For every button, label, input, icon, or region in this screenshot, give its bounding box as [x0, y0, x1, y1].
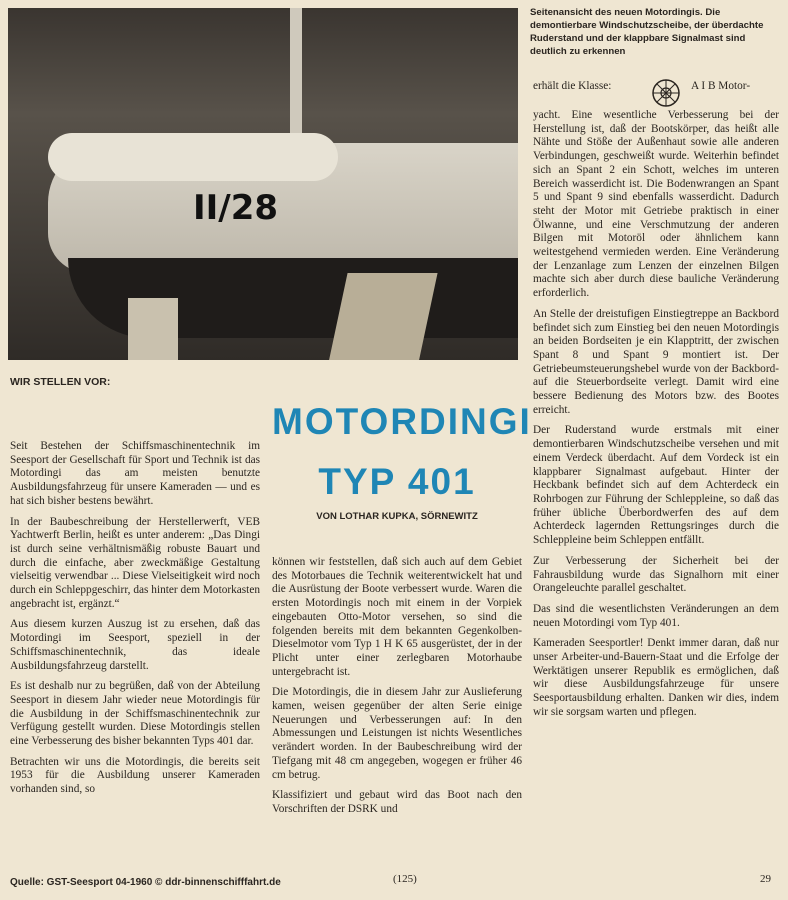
- class-value: A I B Motor-: [691, 80, 751, 92]
- column-1: [10, 440, 260, 804]
- paragraph: Zur Verbesserung der Sicherheit bei der Fahrausbildung wurde das Signalhorn mit einer Orangeleuchte parallel geschaltet.: [533, 554, 779, 595]
- page-number: 29: [760, 873, 771, 885]
- paragraph: können wir feststellen, daß sich auch auf dem Gebiet des Motorbaues die Technik weiterentwickelt hat und die Ausrüstung der Boote verbessert wurde. Waren die ersten Motordingis noch mit einem in der Vorpiek eingebauten Otto-Motor versehen, so sind die folgenden bereits mit dem bekannten Gegenkolben-Dieselmotor vom Typ 1 H K 65 ausgerüstet, der in der Plicht unter einer zerlegbaren Motorhaube untergebracht ist.: [272, 556, 522, 678]
- boat-photo: [8, 8, 518, 360]
- paragraph: yacht. Eine wesentliche Verbesserung bei der Herstellung ist, daß der Bootskörper, das heißt alle Nähte und Stöße der Außenhaut sowie alle anderen Verbindungen, geschweißt wurde. Weiterhin befindet sich an Spant 2 ein Schott, welches im unteren Bereich wasserdicht ist. Die Bodenwrangen an Spant 5 und Spant 9 sind ebenfalls wasserdicht. Dadurch steht der Motor mit Getriebe praktisch in einer Ölwanne, und eine Verschmutzung der anderen Bilgen mit Motoröl oder ähnlichem kann weitestgehend vermieden werden. Eine Veränderung der Lenzanlage zum Lenzen der einzelnen Bilgen machte sich aber durch diese bauliche Veränderung erforderlich.: [533, 109, 779, 300]
- paragraph: An Stelle der dreistufigen Einstiegtreppe an Backbord befindet sich zum Einstieg bei den neuen Motordingis an beiden Bordseiten je ein Klapptritt, der zwischen Spant 8 und Spant 9 montiert ist. Der Getriebeumsteuerungshebel wurde von der Backbord- auf die Steuerbordseite verlegt. Damit wird eine bessere Bedienung des Motors bzw. des Bootes erreicht.: [533, 307, 779, 416]
- paragraph: Betrachten wir uns die Motordingis, die bereits seit 1953 für die Ausbildung unserer Kameraden vorhanden sind, so: [10, 755, 260, 796]
- class-line: [533, 80, 783, 110]
- paragraph: Seit Bestehen der Schiffsmaschinentechnik im Seesport der Gesellschaft für Sport und Technik ist das Motordingi das am meisten benutzte Ausbildungsfahrzeug für unsere Kameraden — und es hat sich bisher bestens bewährt.: [10, 440, 260, 507]
- signal-mast: [290, 8, 302, 148]
- article-title: [272, 392, 532, 512]
- boat-stand-right: [328, 273, 437, 360]
- photo-caption: Seitenansicht des neuen Motordingis. Die demontierbare Windschutzscheibe, der überdachte Ruderstand und der klappbare Signalmast sind deutlich zu erkennen: [530, 7, 764, 57]
- kicker: WIR STELLEN VOR:: [10, 376, 111, 388]
- classification-emblem-icon: [651, 78, 681, 108]
- paragraph: Das sind die wesentlichsten Veränderungen an dem neuen Motordingi vom Typ 401.: [533, 602, 779, 629]
- paragraph: Es ist deshalb nur zu begrüßen, daß von der Abteilung Seesport in diesem Jahr wieder neue Motordingis für die Ausbildung in der Schiffsmaschinentechnik zur Verfügung gestellt wurden. Diese Motordingis stellen eine Verbesserung des bisher bekannten Typs 401 dar.: [10, 680, 260, 748]
- boat-stand-left: [128, 298, 178, 360]
- paragraph: Klassifiziert und gebaut wird das Boot nach den Vorschriften der DSRK und: [272, 789, 522, 815]
- source-credit: Quelle: GST-Seesport 04-1960 © ddr-binnenschifffahrt.de: [10, 877, 281, 888]
- paragraph: Der Ruderstand wurde erstmals mit einer demontierbaren Windschutzscheibe versehen und mit einem Verdeck überdacht. Auf dem Vordeck ist ein klappbarer Signalmast aufgebaut. Hinter der Heckbank befindet sich auf dem Achterdeck ein Rohrbogen zur Führung der Schleppleine, so daß das früher übliche Überbordwerfen des auf dem Achterdeck lagernden Rettungsringes durch die Schleppleine beim Schleppen entfällt.: [533, 424, 779, 547]
- title-line-1: MOTORDINGI: [272, 401, 532, 442]
- paragraph: Kameraden Seesportler! Denkt immer daran, daß nur unser Arbeiter-und-Bauern-Staat und die Erfolge der Werktätigen unserer Republik es ermöglichen, daß wir diese Ausbildungsfahrzeuge für unsere Seesportausbildung erhalten. Danken wir dies, indem wir sie sorgsam warten und pflegen.: [533, 637, 779, 718]
- class-label: erhält die Klasse:: [533, 80, 612, 92]
- page-number-mid: (125): [393, 873, 417, 885]
- byline: VON LOTHAR KUPKA, SÖRNEWITZ: [316, 511, 478, 522]
- paragraph: In der Baubeschreibung der Herstellerwerft, VEB Yachtwerft Berlin, heißt es unter anderem: „Das Dingi ist durch seine verhältnismäßig robuste Bauart und durch die einfache, aber zweckmäßige Gestaltung vielseitig verwendbar ... Diese Vielseitigkeit wird noch durch ein Schleppgeschirr, das hinter dem Motorkasten angebracht ist, ergänzt.“: [10, 515, 260, 610]
- paragraph: Aus diesem kurzen Auszug ist zu ersehen, daß das Motordingi im Seesport, speziell in der Schiffsmaschinentechnik, das ideale Ausbildungsfahrzeug darstellt.: [10, 618, 260, 672]
- hull-number: II/28: [193, 188, 279, 228]
- title-line-2: TYP 401: [318, 461, 476, 502]
- column-3: [533, 109, 779, 727]
- boat-fender: [48, 133, 338, 181]
- column-2: [272, 556, 522, 824]
- paragraph: Die Motordingis, die in diesem Jahr zur Auslieferung kamen, weisen gegenüber der alten Serie einige Neuerungen und Verbesserungen auf: In den Abmessungen und Leistungen ist nichts Wesentliches verändert worden. In der Baubeschreibung wird der Tiefgang mit 48 cm angegeben, wogegen er früher 46 cm betrug.: [272, 686, 522, 781]
